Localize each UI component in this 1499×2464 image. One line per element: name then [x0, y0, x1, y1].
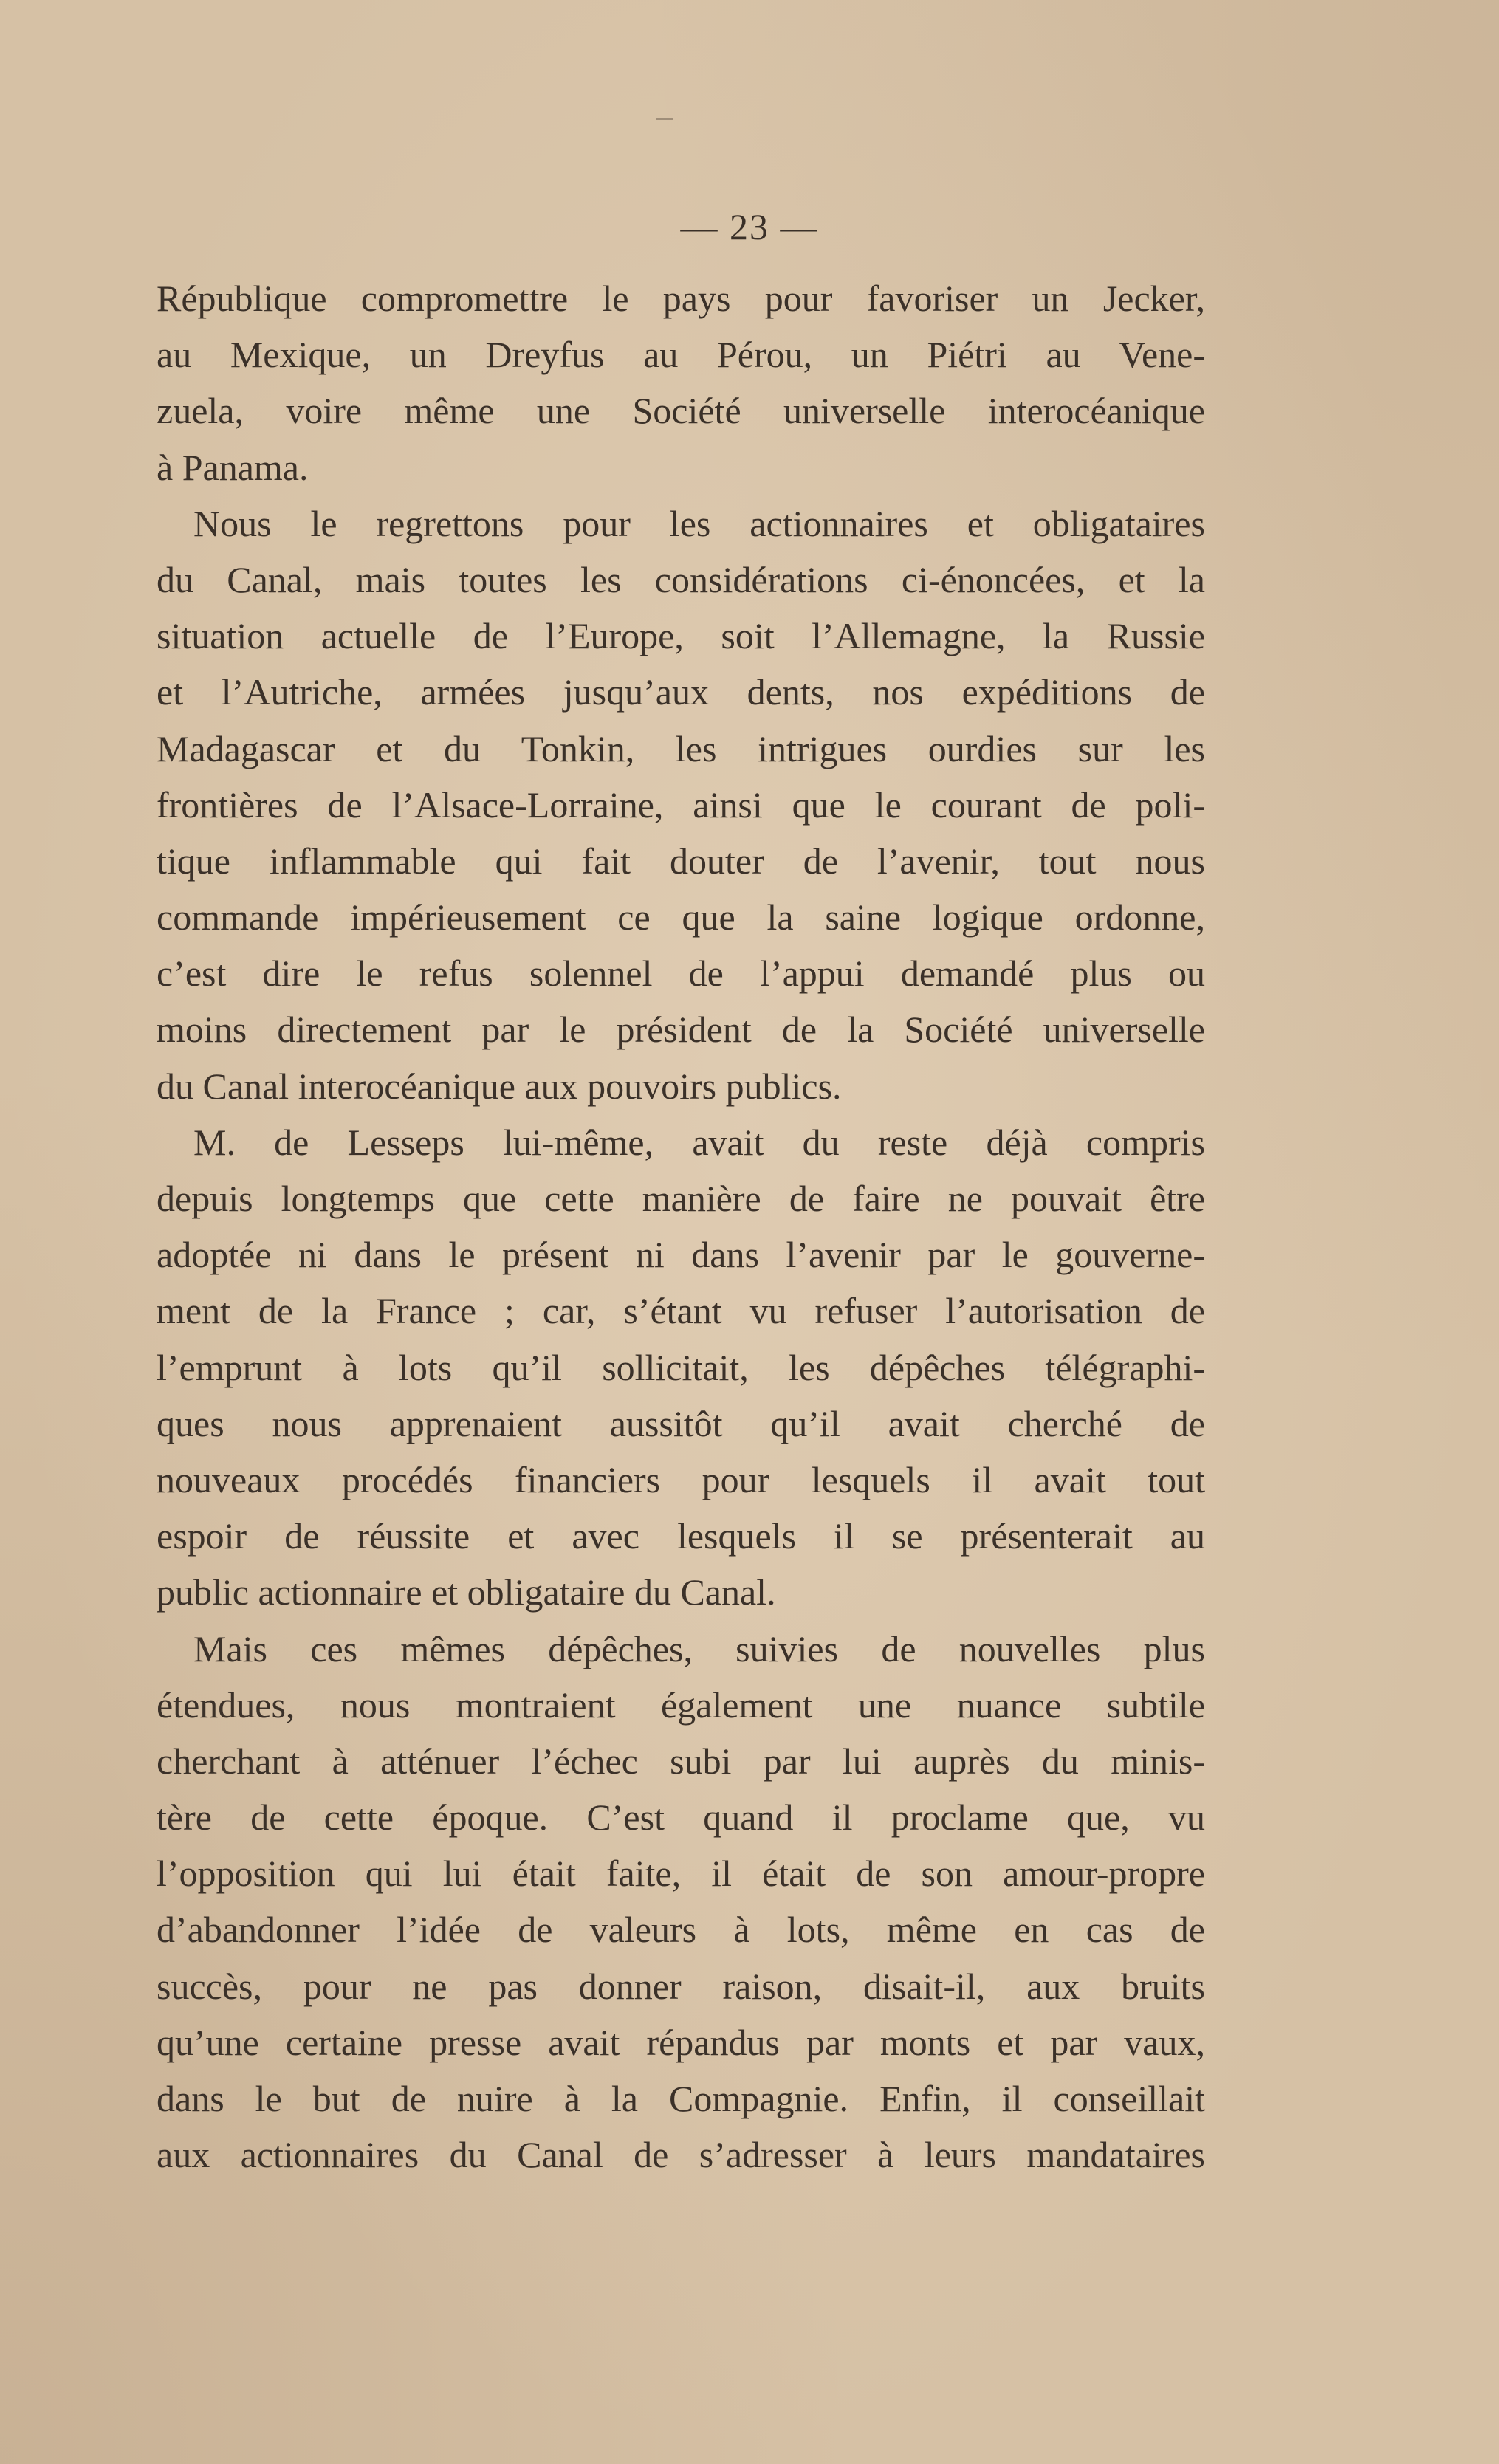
text-line: dans le but de nuire à la Compagnie. Enfin, il conseillait	[157, 2078, 1205, 2119]
text-line: situation actuelle de l’Europe, soit l’Allemagne, la Russie	[157, 615, 1205, 657]
text-line: et l’Autriche, armées jusqu’aux dents, nos expéditions de	[157, 671, 1205, 713]
text-line: à Panama.	[157, 446, 309, 488]
body-text	[157, 270, 1205, 2183]
text-line: l’emprunt à lots qu’il sollicitait, les dépêches télégraphi-	[157, 1346, 1205, 1388]
text-line: depuis longtemps que cette manière de faire ne pouvait être	[157, 1178, 1205, 1219]
text-line: cherchant à atténuer l’échec subi par lui auprès du minis-	[157, 1740, 1205, 1782]
text-line: M. de Lesseps lui-même, avait du reste déjà compris	[193, 1121, 1205, 1163]
text-line: public actionnaire et obligataire du Canal.	[157, 1571, 776, 1613]
text-line: Madagascar et du Tonkin, les intrigues ourdies sur les	[157, 727, 1205, 769]
text-line: succès, pour ne pas donner raison, disait-il, aux bruits	[157, 1965, 1205, 2007]
text-line: République compromettre le pays pour favoriser un Jecker,	[157, 278, 1205, 319]
text-line: étendues, nous montraient également une nuance subtile	[157, 1684, 1205, 1726]
text-line: frontières de l’Alsace-Lorraine, ainsi que le courant de poli-	[157, 783, 1205, 826]
text-line: tère de cette époque. C’est quand il proclame que, vu	[157, 1796, 1205, 1839]
text-line: adoptée ni dans le présent ni dans l’avenir par le gouverne-	[157, 1234, 1205, 1276]
text-line: nouveaux procédés financiers pour lesquels il avait tout	[157, 1458, 1205, 1500]
text-line: ment de la France ; car, s’étant vu refuser l’autorisation de	[157, 1290, 1205, 1332]
text-line: aux actionnaires du Canal de s’adresser à leurs mandataires	[157, 2134, 1205, 2176]
text-line: moins directement par le président de la Société universelle	[157, 1009, 1205, 1051]
text-line: espoir de réussite et avec lesquels il se présenterait au	[157, 1515, 1205, 1557]
text-line: du Canal interocéanique aux pouvoirs publics.	[157, 1065, 842, 1107]
text-line: d’abandonner l’idée de valeurs à lots, même en cas de	[157, 1909, 1205, 1951]
text-line: qu’une certaine presse avait répandus par monts et par vaux,	[157, 2021, 1205, 2063]
text-line: tique inflammable qui fait douter de l’avenir, tout nous	[157, 840, 1205, 882]
text-line: Nous le regrettons pour les actionnaires et obligataires	[193, 502, 1205, 544]
page-number: — 23 —	[680, 206, 819, 247]
text-line: c’est dire le refus solennel de l’appui demandé plus ou	[157, 953, 1205, 995]
text-line: au Mexique, un Dreyfus au Pérou, un Piétri au Vene-	[157, 334, 1205, 376]
text-line: du Canal, mais toutes les considérations ci-énoncées, et la	[157, 558, 1205, 600]
text-line: commande impérieusement ce que la saine logique ordonne,	[157, 896, 1205, 938]
text-line: zuela, voire même une Société universelle interocéanique	[157, 390, 1205, 432]
ink-mark	[656, 118, 673, 120]
text-line: Mais ces mêmes dépêches, suivies de nouvelles plus	[193, 1627, 1205, 1669]
text-line: ques nous apprenaient aussitôt qu’il avait cherché de	[157, 1402, 1205, 1444]
text-line: l’opposition qui lui était faite, il était de son amour-propre	[157, 1853, 1205, 1895]
